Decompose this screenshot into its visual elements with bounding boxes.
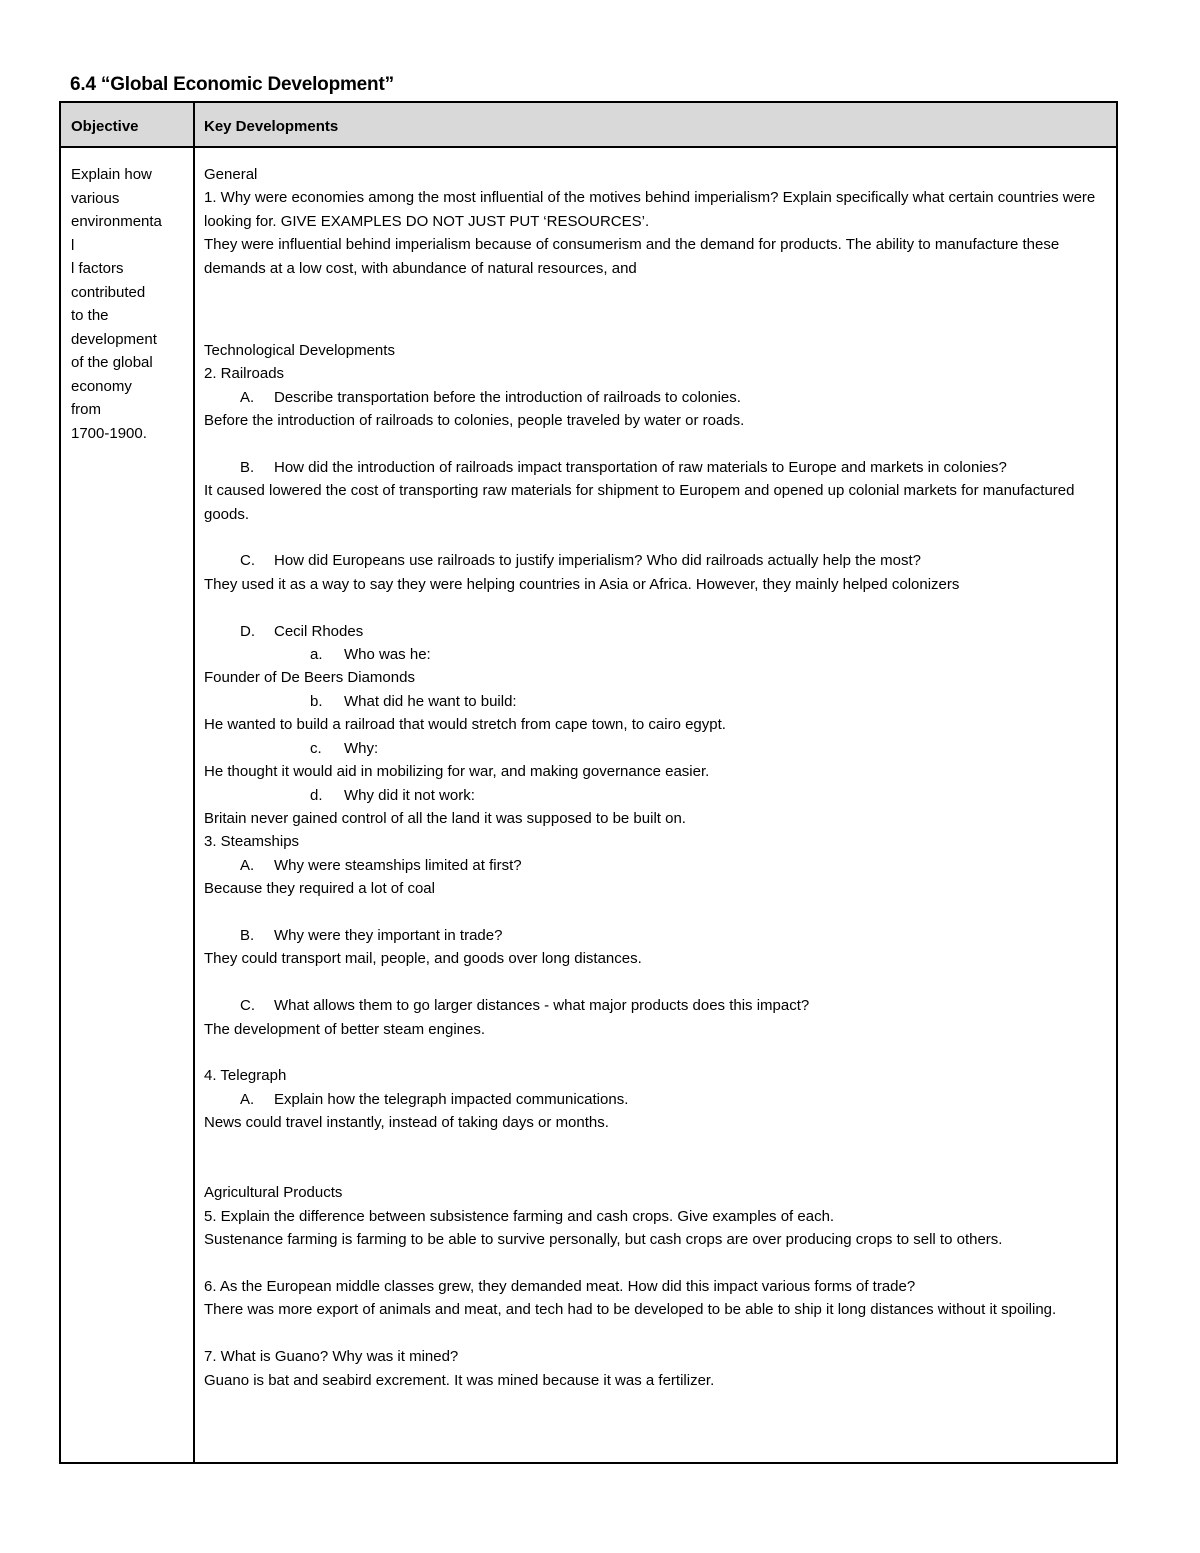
railroads-question-a [204,386,1108,409]
list-marker: A. [240,856,255,874]
steamships-answer-a: Because they required a lot of coal [204,880,435,898]
question-1: 1. Why were economies among the most influential of the motives behind imperialism? Explain specifically what certain countries were looking for. GIVE EXAMPLES DO NOT JUST PUT ‘RESOURCES’. [204,189,1096,230]
list-marker: C. [240,552,255,570]
question-text: How did the introduction of railroads impact transportation of raw materials to Europe and markets in colonies? [274,458,1007,476]
question-text: Why were steamships limited at first? [274,856,522,874]
answer-7: Guano is bat and seabird excrement. It was mined because it was a fertilizer. [204,1371,715,1389]
rhodes-question-a [204,643,1108,666]
objective-line: from [71,401,101,418]
objective-cell [71,163,189,445]
objective-line: various [71,189,120,207]
railroads-answer-b: It caused lowered the cost of transporting raw materials for shipment to Europem and opened up colonial markets for manufactured goods. [204,482,1075,523]
objective-line: contributed [71,283,146,301]
answer-5: Sustenance farming is farming to be able to survive personally, but cash crops are over producing crops to sell to others. [204,1231,1003,1249]
list-marker: D. [240,622,255,640]
rhodes-question-d [204,784,1108,807]
railroads-question-d [204,620,1108,643]
list-marker: B. [240,926,255,944]
list-marker: A. [240,388,255,406]
question-text: Why: [344,739,379,757]
notes-table [59,101,1118,1464]
list-marker: d. [310,786,323,804]
steamships-answer-c: The development of better steam engines. [204,1020,486,1038]
answer-1: They were influential behind imperialism because of consumerism and the demand for products. The ability to manufacture these demands at a low cost, with abundance of natural resources, and [204,236,1060,277]
question-6: 6. As the European middle classes grew, they demanded meat. How did this impact various forms of trade? [204,1277,916,1295]
rhodes-answer-c: He thought it would aid in mobilizing for war, and making governance easier. [204,763,710,781]
question-text: How did Europeans use railroads to justify imperialism? Who did railroads actually help the most? [274,552,921,570]
section-heading-general: General [204,166,258,183]
subheading-telegraph: 4. Telegraph [204,1067,287,1085]
rhodes-answer-a: Founder of De Beers Diamonds [204,669,415,687]
list-marker: C. [240,997,255,1015]
objective-line: Explain how [71,166,152,183]
railroads-question-c [204,549,1108,572]
steamships-question-a [204,854,1108,877]
section-heading-technological: Technological Developments [204,341,395,359]
answer-6: There was more export of animals and meat, and tech had to be developed to be able to ship it long distances without it spoiling. [204,1301,1057,1319]
header-key-developments: Key Developments [204,118,339,135]
railroads-question-b [204,456,1108,479]
column-divider [193,103,195,1462]
section-heading-agricultural: Agricultural Products [204,1184,343,1202]
objective-line: l [71,236,75,254]
question-text: Explain how the telegraph impacted communications. [274,1090,629,1108]
steamships-question-b [204,924,1108,947]
objective-line: economy [71,377,132,395]
list-marker: b. [310,692,323,710]
question-7: 7. What is Guano? Why was it mined? [204,1348,459,1366]
objective-line: l factors [71,260,124,277]
header-objective: Objective [71,118,139,135]
question-text: What allows them to go larger distances - what major products does this impact? [274,997,810,1015]
list-marker: c. [310,739,322,757]
objective-line: to the [71,307,109,324]
list-marker: A. [240,1090,255,1108]
railroads-answer-c: They used it as a way to say they were helping countries in Asia or Africa. However, they mainly helped colonizers [204,575,960,593]
question-text: Who was he: [344,646,431,664]
rhodes-answer-d: Britain never gained control of all the land it was supposed to be built on. [204,809,686,827]
rhodes-question-b [204,690,1108,713]
question-5: 5. Explain the difference between subsistence farming and cash crops. Give examples of each. [204,1207,835,1225]
question-text: Describe transportation before the introduction of railroads to colonies. [274,388,741,406]
steamships-answer-b: They could transport mail, people, and goods over long distances. [204,950,642,968]
question-text: What did he want to build: [344,692,517,710]
table-header-row [61,103,1116,148]
subheading-steamships: 3. Steamships [204,833,300,851]
question-text: Why were they important in trade? [274,926,503,944]
list-marker: B. [240,458,255,476]
objective-line: 1700-1900. [71,424,147,442]
question-text: Cecil Rhodes [274,622,364,640]
railroads-answer-a: Before the introduction of railroads to colonies, people traveled by water or roads. [204,412,745,430]
steamships-question-c [204,994,1108,1017]
objective-line: of the global [71,354,153,371]
subheading-railroads: 2. Railroads [204,365,285,383]
objective-line: environmenta [71,213,162,230]
objective-line: development [71,330,157,348]
list-marker: a. [310,646,323,664]
key-developments-cell [204,163,1108,1392]
page-title: 6.4 “Global Economic Development” [70,74,394,95]
telegraph-answer-a: News could travel instantly, instead of taking days or months. [204,1114,609,1132]
rhodes-answer-b: He wanted to build a railroad that would stretch from cape town, to cairo egypt. [204,716,726,734]
question-text: Why did it not work: [344,786,475,804]
rhodes-question-c [204,737,1108,760]
telegraph-question-a [204,1088,1108,1111]
